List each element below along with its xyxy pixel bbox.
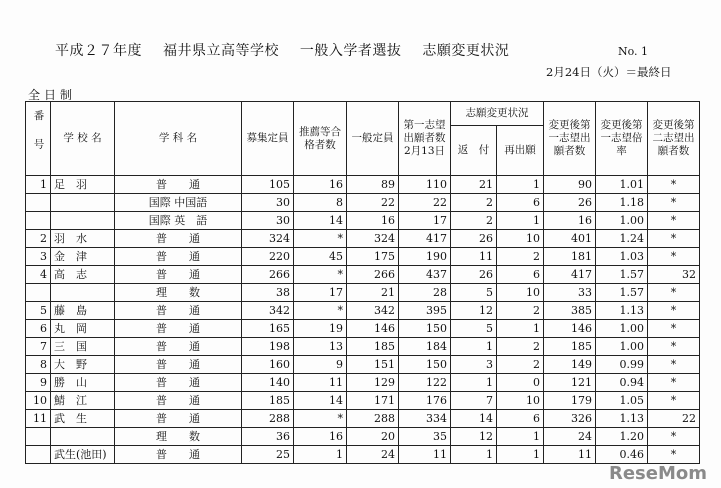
- cell-after-second: *: [648, 194, 700, 212]
- cell-after-first: 16: [544, 212, 596, 230]
- cell-returned: 26: [451, 230, 497, 248]
- document-title: [55, 40, 525, 60]
- table-row: [26, 446, 700, 464]
- cell-first-choice: 35: [399, 428, 451, 446]
- table-row: [26, 302, 700, 320]
- cell-reapplied: 1: [497, 212, 544, 230]
- cell-recommended: 19: [294, 320, 347, 338]
- cell-after-first: 90: [544, 176, 596, 194]
- cell-general: 146: [347, 320, 399, 338]
- cell-first-choice: 417: [399, 230, 451, 248]
- cell-dept: 普 通: [115, 248, 242, 266]
- cell-no: 10: [26, 392, 51, 410]
- cell-returned: 1: [451, 446, 497, 464]
- table-row: [26, 230, 700, 248]
- header-after-second: 変更後第二志望出願者数: [648, 102, 700, 176]
- cell-first-choice: 184: [399, 338, 451, 356]
- cell-dept: 普 通: [115, 446, 242, 464]
- cell-after-second: *: [648, 212, 700, 230]
- cell-general: 266: [347, 266, 399, 284]
- cell-school: 羽 水: [51, 230, 115, 248]
- cell-after-first: 24: [544, 428, 596, 446]
- cell-reapplied: 10: [497, 230, 544, 248]
- cell-after-rate: 1.03: [596, 248, 648, 266]
- cell-dept: 普 通: [115, 320, 242, 338]
- cell-general: 185: [347, 338, 399, 356]
- cell-first-choice: 437: [399, 266, 451, 284]
- cell-first-choice: 334: [399, 410, 451, 428]
- table-row: [26, 320, 700, 338]
- cell-dept: 普 通: [115, 230, 242, 248]
- cell-no: 11: [26, 410, 51, 428]
- cell-returned: 5: [451, 320, 497, 338]
- cell-recommended: 13: [294, 338, 347, 356]
- cell-school: [51, 212, 115, 230]
- cell-no: 8: [26, 356, 51, 374]
- table-row: [26, 392, 700, 410]
- table-row: [26, 428, 700, 446]
- cell-reapplied: 6: [497, 266, 544, 284]
- table-row: [26, 194, 700, 212]
- header-dept: 学 科 名: [115, 102, 242, 176]
- cell-recommended: 11: [294, 374, 347, 392]
- cell-after-first: 185: [544, 338, 596, 356]
- cell-first-choice: 122: [399, 374, 451, 392]
- cell-after-second: 22: [648, 410, 700, 428]
- cell-capacity: 160: [242, 356, 294, 374]
- cell-first-choice: 150: [399, 320, 451, 338]
- cell-after-rate: 0.99: [596, 356, 648, 374]
- cell-no: [26, 446, 51, 464]
- cell-school: [51, 428, 115, 446]
- cell-first-choice: 17: [399, 212, 451, 230]
- cell-no: 3: [26, 248, 51, 266]
- header-after-first: 変更後第一志望出願者数: [544, 102, 596, 176]
- cell-after-rate: 1.57: [596, 266, 648, 284]
- cell-general: 129: [347, 374, 399, 392]
- cell-after-rate: 1.57: [596, 284, 648, 302]
- cell-general: 175: [347, 248, 399, 266]
- cell-no: 5: [26, 302, 51, 320]
- cell-school: 武 生: [51, 410, 115, 428]
- table-row: [26, 410, 700, 428]
- cell-returned: 1: [451, 374, 497, 392]
- header-school: 学 校 名: [51, 102, 115, 176]
- cell-school: [51, 194, 115, 212]
- cell-reapplied: 1: [497, 446, 544, 464]
- table-row: [26, 248, 700, 266]
- cell-after-first: 146: [544, 320, 596, 338]
- cell-capacity: 30: [242, 194, 294, 212]
- cell-returned: 12: [451, 302, 497, 320]
- cell-recommended: 16: [294, 428, 347, 446]
- cell-after-second: *: [648, 446, 700, 464]
- cell-recommended: *: [294, 266, 347, 284]
- cell-general: 16: [347, 212, 399, 230]
- cell-recommended: *: [294, 230, 347, 248]
- cell-dept: 普 通: [115, 338, 242, 356]
- cell-after-rate: 1.18: [596, 194, 648, 212]
- cell-dept: 普 通: [115, 176, 242, 194]
- cell-recommended: *: [294, 410, 347, 428]
- cell-after-second: *: [648, 302, 700, 320]
- cell-reapplied: 2: [497, 338, 544, 356]
- header-after-rate: 変更後第一志望倍 率: [596, 102, 648, 176]
- cell-after-rate: 1.00: [596, 212, 648, 230]
- cell-after-rate: 1.13: [596, 410, 648, 428]
- cell-capacity: 342: [242, 302, 294, 320]
- cell-after-rate: 1.13: [596, 302, 648, 320]
- cell-general: 342: [347, 302, 399, 320]
- cell-recommended: *: [294, 302, 347, 320]
- cell-after-first: 417: [544, 266, 596, 284]
- table-row: [26, 356, 700, 374]
- cell-school: 武生(池田): [51, 446, 115, 464]
- cell-dept: 普 通: [115, 266, 242, 284]
- header-recommended: 推薦等合格者数: [294, 102, 347, 176]
- cell-school: [51, 284, 115, 302]
- cell-recommended: 16: [294, 176, 347, 194]
- cell-after-second: *: [648, 392, 700, 410]
- table-row: [26, 176, 700, 194]
- cell-school: 高 志: [51, 266, 115, 284]
- cell-first-choice: 11: [399, 446, 451, 464]
- title-status: 志願変更状況: [422, 43, 510, 59]
- cell-after-rate: 1.24: [596, 230, 648, 248]
- cell-recommended: 17: [294, 284, 347, 302]
- table-row: [26, 338, 700, 356]
- cell-dept: 普 通: [115, 356, 242, 374]
- cell-after-rate: 0.46: [596, 446, 648, 464]
- cell-reapplied: 1: [497, 176, 544, 194]
- cell-returned: 26: [451, 266, 497, 284]
- cell-after-second: *: [648, 374, 700, 392]
- cell-after-second: *: [648, 428, 700, 446]
- cell-after-first: 385: [544, 302, 596, 320]
- cell-no: [26, 194, 51, 212]
- cell-recommended: 8: [294, 194, 347, 212]
- cell-capacity: 30: [242, 212, 294, 230]
- header-returned: 返 付: [451, 126, 497, 176]
- table-row: [26, 284, 700, 302]
- header-reapplied: 再出願: [497, 126, 544, 176]
- cell-after-second: *: [648, 284, 700, 302]
- header-change-group: 志願変更状況: [451, 102, 544, 126]
- cell-after-first: 33: [544, 284, 596, 302]
- cell-no: [26, 428, 51, 446]
- cell-after-rate: 1.01: [596, 176, 648, 194]
- cell-after-second: *: [648, 320, 700, 338]
- title-year: 平成２７年度: [55, 43, 142, 59]
- cell-general: 89: [347, 176, 399, 194]
- cell-reapplied: 6: [497, 410, 544, 428]
- cell-returned: 5: [451, 284, 497, 302]
- cell-no: 7: [26, 338, 51, 356]
- cell-dept: 普 通: [115, 392, 242, 410]
- cell-reapplied: 2: [497, 302, 544, 320]
- cell-first-choice: 110: [399, 176, 451, 194]
- cell-general: 288: [347, 410, 399, 428]
- cell-returned: 2: [451, 212, 497, 230]
- cell-first-choice: 150: [399, 356, 451, 374]
- cell-dept: 普 通: [115, 302, 242, 320]
- cell-capacity: 105: [242, 176, 294, 194]
- cell-reapplied: 1: [497, 320, 544, 338]
- cell-returned: 11: [451, 248, 497, 266]
- cell-first-choice: 395: [399, 302, 451, 320]
- cell-after-first: 326: [544, 410, 596, 428]
- cell-after-second: 32: [648, 266, 700, 284]
- cell-no: 1: [26, 176, 51, 194]
- cell-capacity: 185: [242, 392, 294, 410]
- cell-after-rate: 1.05: [596, 392, 648, 410]
- cell-reapplied: 10: [497, 392, 544, 410]
- cell-after-second: *: [648, 230, 700, 248]
- cell-dept: 理 数: [115, 284, 242, 302]
- cell-capacity: 324: [242, 230, 294, 248]
- title-selection: 一般入学者選抜: [299, 43, 402, 59]
- section-label: 全日制: [28, 88, 77, 102]
- cell-capacity: 288: [242, 410, 294, 428]
- cell-capacity: 198: [242, 338, 294, 356]
- cell-school: 足 羽: [51, 176, 115, 194]
- cell-dept: 理 数: [115, 428, 242, 446]
- cell-capacity: 140: [242, 374, 294, 392]
- cell-after-first: 11: [544, 446, 596, 464]
- cell-reapplied: 0: [497, 374, 544, 392]
- cell-dept: 普 通: [115, 374, 242, 392]
- table-row: [26, 212, 700, 230]
- cell-capacity: 38: [242, 284, 294, 302]
- cell-first-choice: 190: [399, 248, 451, 266]
- cell-recommended: 14: [294, 392, 347, 410]
- cell-capacity: 25: [242, 446, 294, 464]
- cell-capacity: 266: [242, 266, 294, 284]
- cell-school: 丸 岡: [51, 320, 115, 338]
- cell-after-second: *: [648, 338, 700, 356]
- cell-after-first: 26: [544, 194, 596, 212]
- cell-recommended: 1: [294, 446, 347, 464]
- cell-reapplied: 6: [497, 194, 544, 212]
- cell-school: 大 野: [51, 356, 115, 374]
- cell-recommended: 14: [294, 212, 347, 230]
- cell-no: [26, 284, 51, 302]
- cell-no: 9: [26, 374, 51, 392]
- cell-school: 藤 島: [51, 302, 115, 320]
- cell-after-first: 121: [544, 374, 596, 392]
- cell-first-choice: 176: [399, 392, 451, 410]
- cell-reapplied: 2: [497, 248, 544, 266]
- resemom-watermark-logo: ReseMom: [608, 463, 707, 484]
- cell-general: 171: [347, 392, 399, 410]
- cell-after-second: *: [648, 356, 700, 374]
- cell-school: 三 国: [51, 338, 115, 356]
- cell-general: 20: [347, 428, 399, 446]
- cell-after-rate: 1.20: [596, 428, 648, 446]
- cell-returned: 3: [451, 356, 497, 374]
- report-date: 2月24日（火）＝最終日: [546, 65, 672, 79]
- application-table: [25, 101, 700, 464]
- title-schools: 福井県立高等学校: [162, 43, 279, 59]
- cell-no: 6: [26, 320, 51, 338]
- cell-after-rate: 1.00: [596, 320, 648, 338]
- cell-after-first: 181: [544, 248, 596, 266]
- cell-returned: 7: [451, 392, 497, 410]
- cell-after-second: *: [648, 176, 700, 194]
- cell-reapplied: 1: [497, 428, 544, 446]
- cell-after-rate: 1.00: [596, 338, 648, 356]
- cell-dept: 普 通: [115, 410, 242, 428]
- cell-returned: 21: [451, 176, 497, 194]
- cell-reapplied: 2: [497, 356, 544, 374]
- cell-returned: 1: [451, 338, 497, 356]
- header-first-choice: 第一志望出願者数2月13日: [399, 102, 451, 176]
- page-number: No. 1: [618, 45, 649, 58]
- cell-returned: 12: [451, 428, 497, 446]
- cell-dept: 国際 中国語: [115, 194, 242, 212]
- cell-first-choice: 28: [399, 284, 451, 302]
- header-general: 一般定員: [347, 102, 399, 176]
- table-row: [26, 374, 700, 392]
- cell-capacity: 36: [242, 428, 294, 446]
- cell-capacity: 220: [242, 248, 294, 266]
- cell-no: 2: [26, 230, 51, 248]
- cell-general: 22: [347, 194, 399, 212]
- cell-after-first: 179: [544, 392, 596, 410]
- cell-reapplied: 10: [497, 284, 544, 302]
- cell-returned: 2: [451, 194, 497, 212]
- header-no: 番号: [26, 102, 51, 176]
- cell-capacity: 165: [242, 320, 294, 338]
- cell-first-choice: 22: [399, 194, 451, 212]
- cell-after-first: 149: [544, 356, 596, 374]
- cell-no: [26, 212, 51, 230]
- cell-general: 21: [347, 284, 399, 302]
- cell-school: 鯖 江: [51, 392, 115, 410]
- header-capacity: 募集定員: [242, 102, 294, 176]
- table-row: [26, 266, 700, 284]
- cell-dept: 国際 英 語: [115, 212, 242, 230]
- cell-school: 勝 山: [51, 374, 115, 392]
- cell-returned: 14: [451, 410, 497, 428]
- cell-after-rate: 0.94: [596, 374, 648, 392]
- cell-no: 4: [26, 266, 51, 284]
- cell-recommended: 9: [294, 356, 347, 374]
- cell-recommended: 45: [294, 248, 347, 266]
- cell-general: 151: [347, 356, 399, 374]
- cell-general: 24: [347, 446, 399, 464]
- cell-after-second: *: [648, 248, 700, 266]
- cell-school: 金 津: [51, 248, 115, 266]
- cell-after-first: 401: [544, 230, 596, 248]
- cell-general: 324: [347, 230, 399, 248]
